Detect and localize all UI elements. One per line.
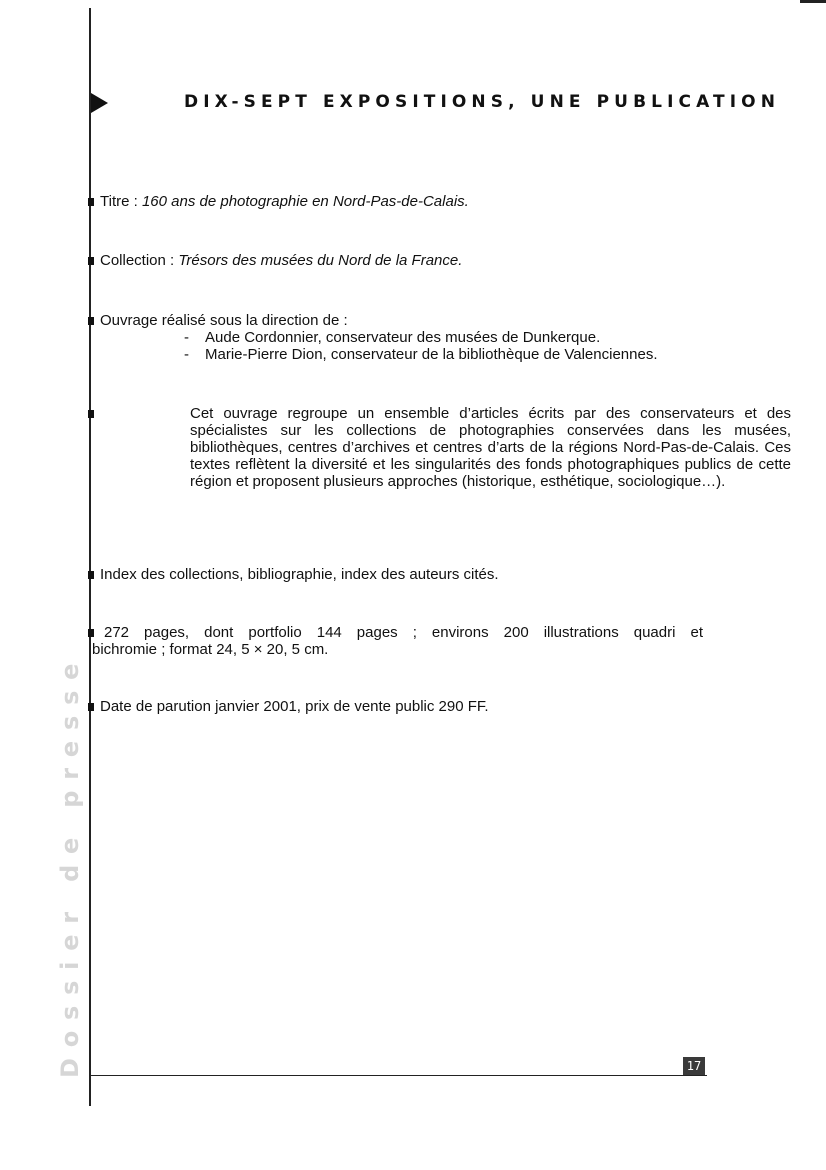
editor-dash: - [184,346,189,363]
collection-name: Trésors des musées du Nord de la France. [178,252,463,269]
editor-dash: - [184,329,189,346]
pages-line-2: bichromie ; format 24, 5 × 20, 5 cm. [92,641,329,658]
pages-line-1: 272 pages, dont portfolio 144 pages ; environs 200 illustrations quadri et [104,624,703,641]
page-title: DIX-SEPT EXPOSITIONS, UNE PUBLICATION [184,92,781,112]
item-label: Titre : [100,193,142,210]
square-bullet-icon [88,410,94,418]
square-bullet-icon [88,571,94,579]
corner-mark [800,0,826,3]
sidebar-label: Dossier de presse [56,652,84,1078]
item-text [100,193,469,211]
direction-intro: Ouvrage réalisé sous la direction de : [100,312,348,329]
editor-name: Marie-Pierre Dion, conservateur de la bibliothèque de Valenciennes. [205,346,658,363]
parution-text: Date de parution janvier 2001, prix de vente public 290 FF. [100,698,489,715]
bottom-rule [89,1075,707,1076]
margin-rule [89,8,91,1106]
editor-name: Aude Cordonnier, conservateur des musées de Dunkerque. [205,329,601,346]
square-bullet-icon [88,629,94,637]
page-number: 17 [683,1057,705,1075]
book-title: 160 ans de photographie en Nord-Pas-de-Calais. [141,193,469,210]
square-bullet-icon [88,198,94,206]
title-arrow-icon [91,93,108,113]
index-text: Index des collections, bibliographie, index des auteurs cités. [100,566,499,583]
item-label: Collection : [100,252,179,269]
square-bullet-icon [88,317,94,325]
square-bullet-icon [88,257,94,265]
square-bullet-icon [88,703,94,711]
description-paragraph: Cet ouvrage regroupe un ensemble d’articles écrits par des conservateurs et des spécialistes sur les collections de photographies conservées dans les musées, bibliothèques, centres d’archives et centres d’arts de la régions Nord-Pas-de-Calais. Ces textes reflètent la diversité et les singularités des fonds photographiques publics de cette région et proposent plusieurs approches (historique, esthétique, sociologique…). [190,405,791,490]
item-text [100,252,462,270]
